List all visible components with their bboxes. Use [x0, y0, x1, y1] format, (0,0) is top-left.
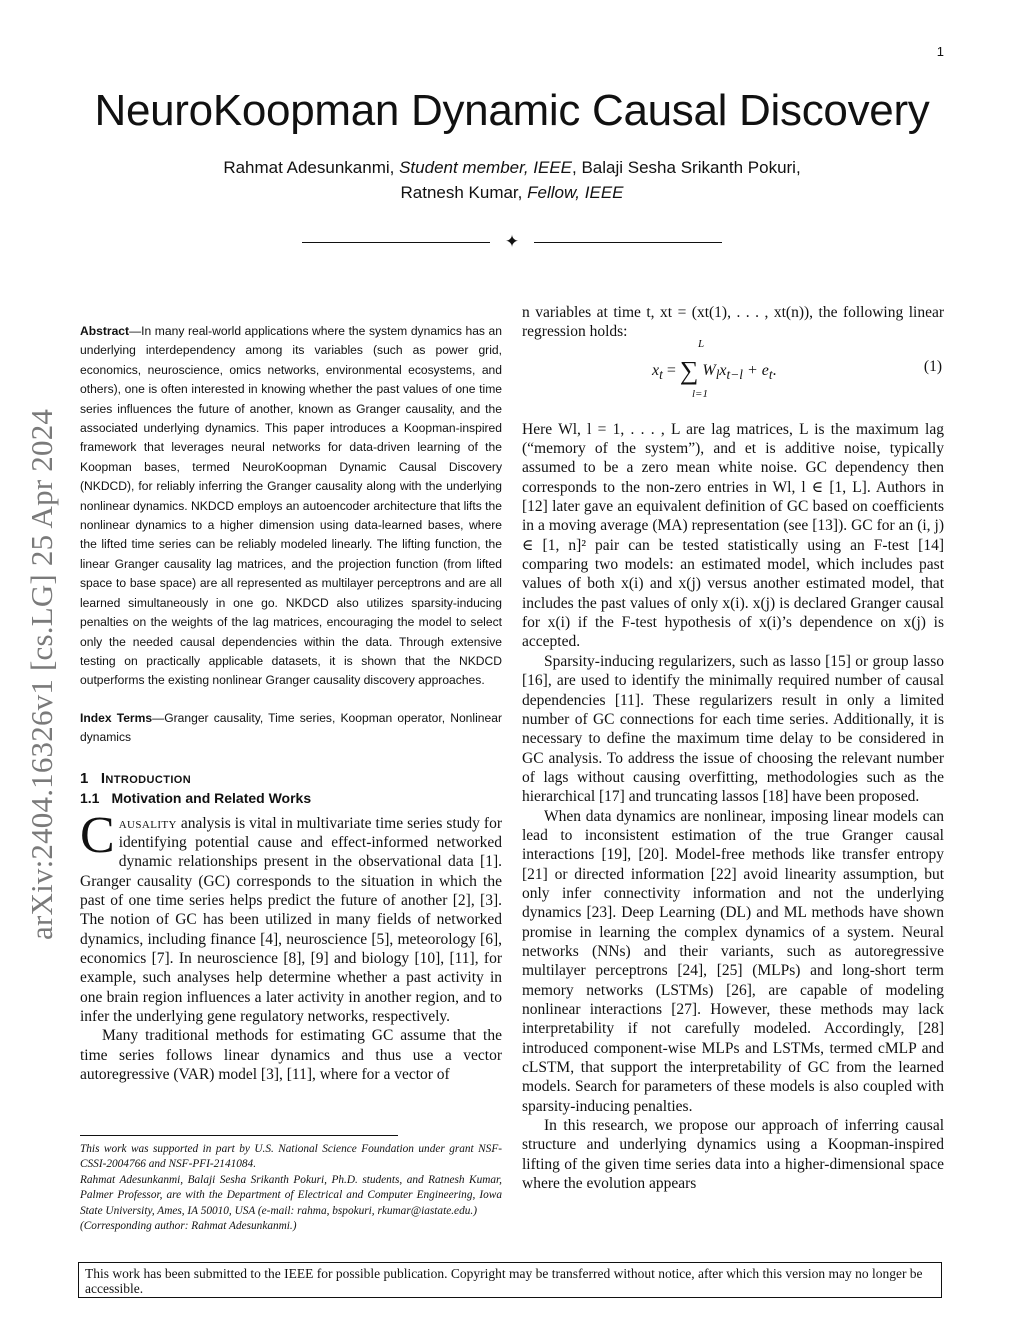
paragraph: In this research, we propose our approach of inferring causal structure and underlying dynamics using a Koopman-inspired lifting of the given time series data into a higher-dimensional space where the evolution appears: [522, 1117, 944, 1193]
eq-end: .: [772, 361, 777, 379]
footnote-rule: [80, 1135, 398, 1136]
sum-lower-limit: l=1: [692, 387, 708, 400]
eq-equals: =: [662, 361, 680, 379]
footnote-funding: This work was supported in part by U.S. National Science Foundation under grant NSF-CSSI-2004766 and NSF-PFI-2141084.: [80, 1143, 502, 1171]
section-heading: [80, 770, 502, 787]
subsection-heading: [80, 790, 502, 806]
eq-term: W: [702, 361, 716, 379]
right-column: [522, 303, 944, 1193]
sum-symbol: ∑: [679, 355, 699, 385]
copyright-notice: This work has been submitted to the IEEE for possible publication. Copyright may be transferred without notice, after which this version may no longer be accessible.: [78, 1262, 942, 1298]
equation-number: (1): [923, 357, 942, 375]
paragraph: Here Wl, l = 1, . . . , L are lag matrices, L is the maximum lag (“memory of the system”), and et is additive noise, typically assumed to be a zero mean white noise. GC dependency then corresponds to the non-zero entries in Wl, l ∈ [1, L]. Authors in [12] later gave an equivalent definition of GC based on coefficients in a moving average (MA) representation (see [13]). GC for an (i, j) ∈ [1, n]² pair can be tested statistically using an F-test [14] comparing two models: an estimated model, which includes past values of both x(i) and x(j) versus another estimated model, that includes the past values of only x(i). x(j) is declared Granger causal for x(i) if the F-test hypothesis of x(i)’s dependence on x(j) is accepted.: [522, 420, 944, 651]
footnotes: [80, 1142, 502, 1234]
author-name: Rahmat Adesunkanmi,: [223, 158, 395, 177]
smallcaps-lead: ausality: [118, 814, 177, 832]
sum-upper-limit: L: [698, 337, 705, 350]
divider-line-right: [534, 242, 722, 243]
divider-line-left: [302, 242, 490, 243]
abstract-text: —In many real-world applications where the system dynamics has an underlying interdependency among its variables (such as power grid, economics, neuroscience, omics networks, environmental ecosystems, and others), one is often interested in knowing whether the past values of one time series influences the future of another, known as Granger causality, and the associated underlying dynamics. This paper introduces a Koopman-inspired framework that leverages neural networks for data-driven learning of the Koopman bases, termed NeuroKoopman Dynamic Causal Discovery (NKDCD), for reliably inferring the Granger causality along with the underlying nonlinear dynamics. NKDCD employs an autoencoder architecture that lifts the nonlinear dynamics to a higher dimension using data-learned bases, where the lifted time series can be reliably modeled linearly. The lifting function, the linear Granger causality lag matrices, and the projection function (from lifted space to base space) are all represented as multilayer perceptrons and are all learned simultaneously in one go. NKDCD also utilizes sparsity-inducing penalties on the weights of the lag matrices, encouraging the model to select only the needed causal dependencies within the data. Through extensive testing on practically applicable datasets, it is shown that the NKDCD outperforms the existing nonlinear Granger causality discovery approaches.: [80, 324, 502, 688]
section-number: 1: [80, 769, 89, 787]
abstract-label: Abstract: [80, 324, 130, 338]
paragraph-text: analysis is vital in multivariate time series study for identifying potential cause and effect-informed networked dynamic relationships present in the observational data [1]. Granger causality (GC) corresponds to the situation in which the past of one time series helps predict the future of another [2], [3]. The notion of GC has been utilized in many fields of networked dynamics, including finance [4], neuroscience [5], meteorology [6], economics [7]. In neuroscience [8], [9] and biology [10], [11], for example, such analyses help determine whether a past activity in one brain region influences a later activity in another region, and to infer the underlying gene regulatory networks, respectively.: [80, 814, 502, 1025]
eq-term2-sub: t−l: [726, 366, 743, 382]
page-number: 1: [936, 44, 944, 59]
author-name: , Balaji Sesha Srikanth Pokuri,: [572, 158, 801, 177]
eq-term2: x: [719, 361, 727, 379]
author-role: Student member, IEEE: [399, 158, 573, 177]
left-column: [80, 322, 502, 1084]
paragraph-continued: n variables at time t, xt = (xt(1), . . . , xt(n)), the following linear regression holds:: [522, 304, 944, 341]
arxiv-watermark: arXiv:2404.16326v1 [cs.LG] 25 Apr 2024: [24, 408, 59, 940]
author-list: [0, 155, 1024, 205]
divider-star-icon: ✦: [504, 232, 520, 251]
paragraph: Sparsity-inducing regularizers, such as lasso [15] or group lasso [16], are used to identify the minimally required number of causal dependencies [11]. These regularizers result in only a limited number of GC connections for each time series. Additionally, it is necessary to define the maximum time delay to be considered in GC analysis. To address the issue of choosing the relevant number of lags without causing overfitting, methodologies such as the hierarchical [17] and truncating lassos [18] have been proposed.: [522, 652, 944, 806]
drop-cap: C: [80, 806, 115, 864]
eq-noise: + e: [742, 361, 769, 379]
author-name: Ratnesh Kumar,: [400, 183, 523, 202]
abstract: [80, 322, 502, 691]
footnote-corresponding: (Corresponding author: Rahmat Adesunkanmi.): [80, 1220, 297, 1233]
title-divider: [302, 232, 722, 252]
paper-title: NeuroKoopman Dynamic Causal Discovery: [94, 86, 930, 135]
footnote-affiliation: Rahmat Adesunkanmi, Balaji Sesha Srikanth Pokuri, Ph.D. students, and Ratnesh Kumar, Palmer Professor, are with the Department of Electrical and Computer Engineering, Iowa State University, Ames, IA 50010, USA (e-mail: rahma, bspokuri, rkumar@iastate.edu.): [80, 1173, 502, 1217]
index-terms-label: Index Terms: [80, 710, 153, 725]
index-terms-text: —Granger causality, Time series, Koopman operator, Nonlinear dynamics: [80, 710, 502, 745]
paragraph: When data dynamics are nonlinear, imposing linear models can lead to inconsistent estimation of the true Granger causal interactions [19], [20]. Model-free methods like transfer entropy [21] or directed information [22] avoid linearity assumption, but only infer connectivity information and not the underlying dynamics [23]. Deep Learning (DL) and ML methods have shown promise in learning the complex dynamics of a system. Neural networks (NNs) and their variants, such as autoregressive multilayer perceptrons [24], [25] (MLPs) and long-short term memory networks (LSTMs) [26], are capable of modeling nonlinear interactions [27]. However, these methods may lack interpretability if not carefully modeled. Accordingly, [28] introduced component-wise MLPs and LSTMs, termed cMLP and cLSTM, that support the interpretability of GC from the learned models. Search for parameters of these models is also coupled with sparsity-inducing penalties.: [522, 807, 944, 1115]
subsection-number: 1.1: [80, 789, 100, 806]
index-terms: [80, 709, 502, 748]
eq-lhs: x: [652, 361, 660, 379]
eq-lhs-sub: t: [659, 366, 663, 382]
equation-body: [652, 356, 777, 386]
eq-term-sub: l: [715, 366, 720, 382]
intro-paragraph-1: [80, 806, 502, 1027]
equation-1: [522, 337, 944, 416]
section-title: Introduction: [100, 769, 192, 787]
author-role: Fellow, IEEE: [527, 183, 624, 202]
subsection-title: Motivation and Related Works: [111, 789, 312, 806]
eq-noise-sub: t: [768, 366, 773, 382]
intro-paragraph-2: Many traditional methods for estimating GC assume that the time series follows linear dynamics and thus use a vector autoregressive (VAR) model [3], [11], where for a vector of: [80, 1027, 502, 1083]
